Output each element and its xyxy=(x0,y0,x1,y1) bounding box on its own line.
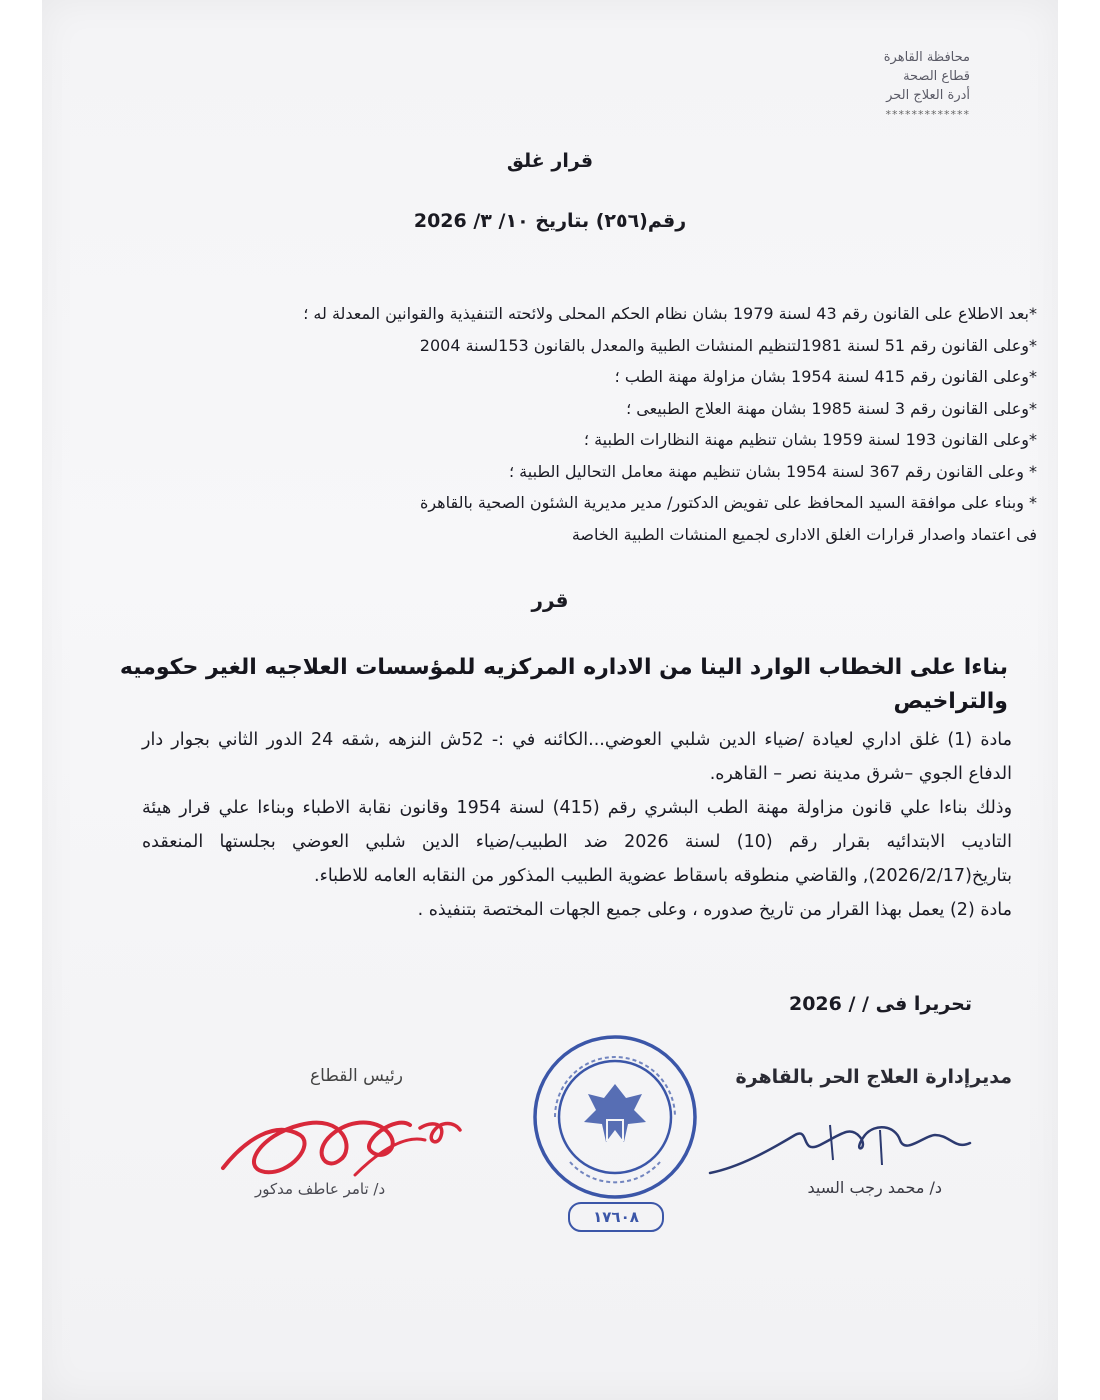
letterhead-line-governorate: محافظة القاهرة xyxy=(883,50,970,65)
decision-label: قرر xyxy=(531,588,569,612)
preamble-line: * وبناء على موافقة السيد المحافظ على تفويض الدكتور/ مدير مديرية الشئون الصحية بالقاهرة xyxy=(419,493,1037,512)
decision-subject: بناءا على الخطاب الوارد الينا من الاداره المركزيه للمؤسسات العلاجيه الغير حكوميه والتراخيص xyxy=(119,655,1008,714)
preamble-line: *بعد الاطلاع على القانون رقم 43 لسنة 1979 بشان نظام الحكم المحلى ولائحته التنفيذية والقوانين المعدلة له ؛ xyxy=(303,304,1037,323)
article-2-text: مادة (2) يعمل بهذا القرار من تاريخ صدوره ، وعلى جميع الجهات المختصة بتنفيذه . xyxy=(417,900,1012,920)
preamble-line: فى اعتماد واصدار قرارات الغلق الادارى لجميع المنشات الطبية الخاصة xyxy=(571,524,1037,544)
preamble-line: *وعلى القانون رقم 415 لسنة 1954 بشان مزاولة مهنة الطب ؛ xyxy=(614,367,1037,386)
department-director-name: د/ محمد رجب السيد xyxy=(807,1178,942,1197)
article-1-text: مادة (1) غلق اداري لعيادة /ضياء الدين شلبي العوضي...الكائنه في :- 52ش النزهه ,شقه 24 الدور الثاني بجوار دار الدفاع الجوي –شرق مدينة نصر – القاهره. xyxy=(142,730,1012,784)
decision-body xyxy=(142,723,1012,927)
letterhead-stars: ************* xyxy=(885,108,970,121)
official-seal-icon xyxy=(530,1032,700,1202)
letterhead-line-department: أدرة العلاج الحر xyxy=(886,88,970,103)
sector-head-name: د/ تامر عاطف مدكور xyxy=(255,1180,386,1198)
article-1-basis: وذلك بناءا علي قانون مزاولة مهنة الطب البشري رقم (415) لسنة 1954 وقانون نقابة الاطباء وبناءا علي قرار هيئة التاديب الابتدائيه بقرار رقم (10) لسنة 2026 ضد الطبيب/ضياء الدين شلبي العوضي بجلستها المنعقده بتاريخ(2026/2/17), والقاضي منطوقه باسقاط عضوية الطبيب المذكور من النقابه العامه للاطباء. xyxy=(142,798,1013,886)
preamble-line: *وعلى القانون 193 لسنة 1959 بشان تنظيم مهنة النظارات الطبية ؛ xyxy=(583,430,1037,449)
stamp-serial-number: ١٧٦٠٨ xyxy=(568,1202,664,1232)
document-title: قرار غلق xyxy=(506,150,594,172)
letterhead xyxy=(710,48,970,124)
issue-dateline: تحريرا فى / / 2026 xyxy=(788,993,972,1015)
department-director-title: مديرإدارة العلاج الحر بالقاهرة xyxy=(735,1066,1012,1088)
preamble-line: *وعلى القانون رقم 51 لسنة 1981لتنظيم المنشات الطبية والمعدل بالقانون 153لسنة 2004 xyxy=(419,335,1037,355)
preamble-line: *وعلى القانون رقم 3 لسنة 1985 بشان مهنة العلاج الطبيعى ؛ xyxy=(626,398,1037,418)
preamble-line: * وعلى القانون رقم 367 لسنة 1954 بشان تنظيم مهنة معامل التحاليل الطبية ؛ xyxy=(508,461,1037,481)
letterhead-line-sector: قطاع الصحة xyxy=(903,69,970,84)
preamble xyxy=(217,298,1037,550)
sector-head-signature xyxy=(205,1080,485,1190)
sector-head-title: رئيس القطاع xyxy=(310,1066,403,1086)
decision-reference: رقم(٢٥٦) بتاريخ ١٠/ ٣/ 2026 xyxy=(413,210,687,232)
department-director-signature xyxy=(700,1105,1000,1185)
